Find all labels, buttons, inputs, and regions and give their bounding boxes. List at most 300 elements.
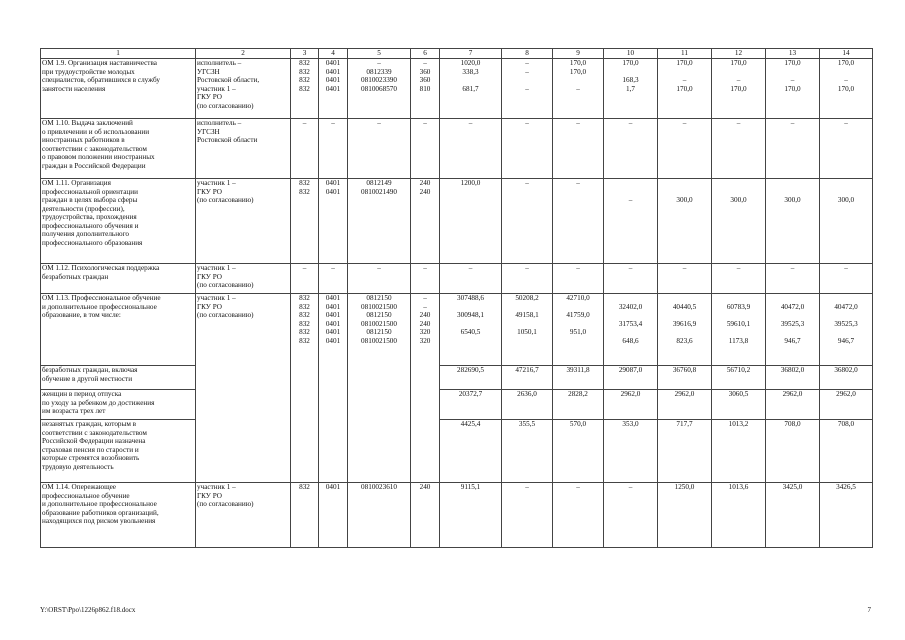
value-cell	[502, 420, 553, 483]
cell-line	[554, 303, 602, 312]
cell-line: 0401	[325, 294, 341, 302]
cell-line: 170,0	[622, 59, 639, 67]
cell-line	[713, 294, 764, 303]
value-cell	[553, 179, 604, 264]
value-cell	[766, 294, 820, 366]
cell-line	[605, 68, 656, 77]
value-cell	[766, 119, 820, 179]
cell-line: 0812339	[366, 67, 392, 76]
cell-line: 717,7	[676, 420, 693, 428]
cell-line: –	[736, 264, 741, 272]
cell-line	[713, 188, 764, 197]
cell-line: –	[576, 483, 580, 491]
cell-line: соответствии с законодательством	[42, 428, 147, 437]
executor-cell	[196, 119, 291, 179]
cell-line: –	[628, 483, 633, 491]
value-cell	[553, 59, 604, 119]
cell-line	[503, 337, 551, 346]
cell-line: и дополнительное профессиональное	[42, 302, 157, 311]
value-cell	[291, 294, 319, 483]
column-number-header: 7	[440, 49, 502, 59]
cell-line: исполнитель –	[197, 59, 242, 67]
cell-line: 355,5	[518, 420, 536, 428]
cell-line: 0401	[325, 76, 341, 84]
value-cell	[411, 483, 440, 548]
cell-line: деятельности (профессии),	[42, 204, 125, 213]
cell-line: 2962,0	[620, 390, 641, 398]
cell-line: –	[576, 119, 580, 127]
cell-line: –	[844, 76, 848, 84]
column-number-header: 12	[712, 49, 766, 59]
cell-line: ГКУ РО	[197, 491, 222, 500]
cell-line: 0401	[325, 483, 341, 491]
cell-line: 1173,8	[728, 336, 749, 345]
cell-line: 47216,7	[515, 366, 539, 374]
cell-line: 170,0	[730, 59, 747, 67]
cell-line	[659, 311, 710, 320]
cell-line: 170,0	[569, 59, 587, 67]
value-cell	[348, 59, 411, 119]
value-cell	[604, 294, 658, 366]
column-number-header: 3	[291, 49, 319, 59]
column-number-header: 2	[196, 49, 291, 59]
column-number-header: 9	[553, 49, 604, 59]
value-cell	[820, 366, 873, 390]
value-cell	[604, 59, 658, 119]
cell-line	[605, 179, 656, 188]
cell-line: –	[736, 76, 741, 84]
value-cell	[291, 483, 319, 548]
cell-line: 0401	[325, 311, 341, 319]
cell-line: ОМ 1.12. Психологическая поддержка	[42, 264, 160, 272]
cell-line: 570,0	[569, 420, 587, 428]
cell-line: 40440,5	[672, 302, 697, 311]
cell-line: –	[844, 119, 848, 127]
value-cell	[604, 483, 658, 548]
value-cell	[440, 483, 502, 548]
cell-line	[767, 311, 818, 320]
cell-line: 0812149	[366, 179, 392, 187]
cell-line: –	[576, 179, 580, 187]
cell-line: 832	[299, 67, 310, 76]
cell-line	[659, 68, 710, 77]
cell-line: –	[331, 119, 335, 127]
value-cell	[712, 294, 766, 366]
column-number-header: 13	[766, 49, 820, 59]
value-cell	[820, 179, 873, 264]
column-number-header: 11	[658, 49, 712, 59]
cell-line: безработных граждан	[42, 272, 109, 281]
measure-name-cell	[41, 390, 196, 420]
cell-line: УГСЗН	[197, 67, 220, 76]
cell-line	[767, 188, 818, 197]
cell-line: 300948,1	[457, 311, 484, 319]
cell-line: 0401	[325, 179, 341, 187]
cell-line: по уходу за ребенком до достижения	[42, 398, 155, 407]
value-cell	[712, 390, 766, 420]
value-cell	[502, 119, 553, 179]
cell-line: 708,0	[837, 420, 855, 428]
cell-line	[659, 294, 710, 303]
cell-line: 40472,0	[834, 302, 858, 311]
cell-line	[441, 303, 500, 312]
cell-line: –	[468, 119, 473, 127]
cell-line: 39525,3	[834, 319, 858, 328]
cell-line	[767, 68, 818, 77]
value-cell	[291, 179, 319, 264]
cell-line: 0810021500	[361, 336, 397, 345]
cell-line: 946,7	[784, 336, 801, 345]
cell-line: 49158,1	[515, 311, 539, 319]
cell-line: 31753,4	[618, 319, 643, 328]
value-cell	[658, 483, 712, 548]
cell-line: 832	[299, 336, 310, 345]
cell-line: 170,0	[730, 84, 747, 93]
cell-line	[659, 179, 710, 188]
value-cell	[553, 366, 604, 390]
value-cell	[604, 420, 658, 483]
cell-line: 168,3	[622, 76, 639, 84]
cell-line: 1200,0	[460, 179, 481, 187]
cell-line: 320	[419, 336, 431, 345]
cell-line: и дополнительное профессиональное	[42, 500, 157, 508]
cell-line: 832	[299, 59, 310, 67]
cell-line: –	[302, 264, 307, 272]
column-number-header: 8	[502, 49, 553, 59]
value-cell	[820, 294, 873, 366]
cell-line: –	[844, 264, 848, 272]
cell-line: граждан в целях выбора сферы	[42, 196, 138, 204]
cell-line: 39311,8	[566, 366, 590, 374]
cell-line: профессионального образования	[42, 238, 143, 247]
cell-line: образование, в том числе:	[42, 311, 121, 319]
cell-line: 0401	[325, 187, 341, 196]
cell-line: 300,0	[784, 196, 801, 204]
cell-line: 39525,3	[780, 319, 805, 328]
value-cell	[712, 483, 766, 548]
value-cell	[291, 264, 319, 294]
table-row	[41, 390, 873, 420]
cell-line: 648,6	[622, 336, 639, 345]
cell-line: 170,0	[784, 84, 801, 93]
table-row	[41, 119, 873, 179]
cell-line: 36802,0	[780, 366, 805, 374]
cell-line: 832	[299, 319, 310, 328]
measure-name-cell	[41, 483, 196, 548]
cell-line: 3060,5	[728, 390, 749, 398]
value-cell	[820, 390, 873, 420]
cell-line: 1,7	[626, 84, 635, 93]
cell-line: безработных граждан, включая	[42, 366, 138, 374]
cell-line: 0812150	[366, 311, 392, 319]
cell-line: 832	[299, 76, 310, 84]
table-row	[41, 59, 873, 119]
cell-line: занятости населения	[42, 84, 106, 93]
cell-line	[659, 188, 710, 197]
cell-line: 360	[419, 67, 431, 76]
table-row	[41, 264, 873, 294]
cell-line: 0810023390	[361, 76, 397, 84]
cell-line: участник 1 –	[197, 264, 236, 272]
value-cell	[440, 179, 502, 264]
cell-line	[554, 337, 602, 346]
value-cell	[502, 179, 553, 264]
cell-line: –	[377, 264, 381, 272]
cell-line: 32402,0	[618, 302, 643, 311]
cell-line: 0401	[325, 59, 341, 67]
value-cell	[766, 59, 820, 119]
value-cell	[411, 179, 440, 264]
page-number: 7	[867, 606, 871, 614]
cell-line: 20372,7	[458, 390, 483, 398]
cell-line: ГКУ РО	[197, 93, 222, 101]
cell-line: –	[423, 119, 427, 127]
executor-cell	[196, 264, 291, 294]
cell-line	[605, 311, 656, 320]
column-number-header: 14	[820, 49, 873, 59]
cell-line: –	[525, 59, 529, 67]
cell-line: 0401	[325, 84, 341, 93]
cell-line: получения дополнительного	[42, 230, 130, 238]
cell-line: 1020,0	[460, 59, 481, 67]
measure-name-cell	[41, 294, 196, 366]
value-cell	[766, 366, 820, 390]
cell-line	[713, 311, 764, 320]
column-number-header: 5	[348, 49, 411, 59]
value-cell	[319, 294, 348, 483]
value-cell	[440, 420, 502, 483]
cell-line: 0810068570	[361, 84, 397, 93]
value-cell	[440, 366, 502, 390]
value-cell	[766, 420, 820, 483]
value-cell	[348, 483, 411, 548]
cell-line	[441, 76, 500, 85]
value-cell	[502, 294, 553, 366]
cell-line: 832	[299, 483, 310, 491]
cell-line: –	[525, 84, 529, 93]
cell-line: –	[525, 67, 529, 76]
cell-line	[441, 320, 500, 329]
cell-line	[441, 337, 500, 346]
measure-name-cell	[41, 366, 196, 390]
cell-line: 36802,0	[834, 366, 858, 374]
column-number-header: 4	[319, 49, 348, 59]
value-cell	[411, 264, 440, 294]
value-cell	[820, 483, 873, 548]
cell-line: 29087,0	[618, 366, 643, 374]
cell-line: 1050,1	[517, 328, 537, 336]
cell-line: –	[423, 294, 427, 302]
cell-line: ГКУ РО	[197, 272, 222, 281]
cell-line: 240	[419, 483, 431, 491]
cell-line: 832	[299, 84, 310, 93]
value-cell	[820, 59, 873, 119]
cell-line: 300,0	[837, 196, 855, 204]
cell-line: 1250,0	[674, 483, 695, 491]
cell-line: –	[423, 59, 427, 67]
cell-line: УГСЗН	[197, 127, 220, 136]
cell-line: 832	[299, 294, 310, 302]
cell-line: 40472,0	[780, 302, 805, 311]
cell-line: –	[302, 119, 307, 127]
measure-name-cell	[41, 119, 196, 179]
table-header-row	[41, 49, 873, 59]
measure-name-cell	[41, 420, 196, 483]
value-cell	[319, 264, 348, 294]
cell-line: –	[525, 483, 529, 491]
value-cell	[712, 59, 766, 119]
cell-line: 170,0	[676, 59, 693, 67]
value-cell	[658, 366, 712, 390]
cell-line: образование работников организаций,	[42, 508, 159, 517]
cell-line	[605, 294, 656, 303]
executor-cell	[196, 294, 291, 483]
cell-line: –	[790, 76, 795, 84]
cell-line: –	[628, 196, 633, 204]
cell-line: 170,0	[784, 59, 801, 67]
cell-line: –	[377, 59, 381, 67]
cell-line: ГКУ РО	[197, 302, 222, 311]
cell-line	[821, 179, 871, 188]
value-cell	[658, 59, 712, 119]
cell-line: (по согласованию)	[197, 281, 254, 289]
cell-line: 170,0	[837, 84, 855, 93]
value-cell	[411, 294, 440, 483]
value-cell	[820, 119, 873, 179]
value-cell	[712, 420, 766, 483]
cell-line: 360	[419, 76, 431, 84]
cell-line	[713, 68, 764, 77]
cell-line: обучение в другой местности	[42, 374, 133, 383]
value-cell	[766, 483, 820, 548]
cell-line: 307488,6	[457, 294, 484, 302]
cell-line: –	[576, 264, 580, 272]
value-cell	[604, 366, 658, 390]
cell-line	[821, 188, 871, 197]
cell-line: 170,0	[676, 84, 693, 93]
column-number-header: 10	[604, 49, 658, 59]
cell-line: –	[790, 119, 795, 127]
cell-line	[659, 328, 710, 337]
cell-line	[605, 188, 656, 197]
cell-line: ОМ 1.13. Профессиональное обучение	[42, 294, 161, 302]
value-cell	[291, 59, 319, 119]
value-cell	[712, 366, 766, 390]
value-cell	[348, 264, 411, 294]
cell-line	[713, 328, 764, 337]
cell-line: трудоустройства, прохождения	[42, 213, 137, 221]
cell-line: 0401	[325, 328, 341, 336]
cell-line: –	[628, 264, 633, 272]
cell-line: –	[628, 119, 633, 127]
value-cell	[604, 390, 658, 420]
cell-line: 39616,9	[672, 319, 697, 328]
measure-name-cell	[41, 264, 196, 294]
cell-line: –	[736, 119, 741, 127]
cell-line: 951,0	[569, 328, 587, 336]
value-cell	[348, 179, 411, 264]
cell-line: участник 1 –	[197, 483, 236, 491]
cell-line	[821, 311, 871, 320]
cell-line: 832	[299, 311, 310, 319]
value-cell	[658, 390, 712, 420]
value-cell	[440, 264, 502, 294]
executor-cell	[196, 483, 291, 548]
cell-line: 170,0	[569, 67, 587, 76]
cell-line: иностранных работников в	[42, 136, 125, 144]
cell-line: 681,7	[462, 84, 479, 93]
value-cell	[348, 294, 411, 483]
cell-line: 946,7	[837, 336, 855, 345]
cell-line: 0810021490	[361, 187, 397, 196]
cell-line: 0812150	[366, 328, 392, 336]
cell-line: –	[790, 264, 795, 272]
cell-line: трудовую деятельность	[42, 462, 114, 471]
cell-line: 2962,0	[782, 390, 803, 398]
cell-line: 832	[299, 302, 310, 311]
value-cell	[502, 366, 553, 390]
cell-line: страховая пенсия по старости и	[42, 445, 139, 454]
measure-name-cell	[41, 59, 196, 119]
cell-line: –	[576, 84, 580, 93]
value-cell	[502, 390, 553, 420]
cell-line: незанятых граждан, которым в	[42, 420, 137, 428]
cell-line: 240	[419, 179, 431, 187]
value-cell	[319, 119, 348, 179]
cell-line	[767, 294, 818, 303]
cell-line: исполнитель –	[197, 119, 242, 127]
cell-line: 832	[299, 328, 310, 336]
value-cell	[553, 483, 604, 548]
measure-name-cell	[41, 179, 196, 264]
cell-line: 2962,0	[674, 390, 695, 398]
executor-cell	[196, 59, 291, 119]
value-cell	[319, 483, 348, 548]
cell-line: 300,0	[730, 196, 747, 204]
cell-line: 0401	[325, 336, 341, 345]
cell-line: 240	[419, 319, 431, 328]
table-row	[41, 366, 873, 390]
value-cell	[766, 390, 820, 420]
cell-line: –	[423, 302, 427, 311]
value-cell	[411, 119, 440, 179]
cell-line: 2828,2	[568, 390, 588, 398]
column-number-header: 1	[41, 49, 196, 59]
cell-line: профессионального обучения и	[42, 221, 139, 230]
cell-line: участник 1 –	[197, 84, 236, 93]
cell-line	[767, 179, 818, 188]
cell-line: –	[525, 179, 529, 187]
cell-line	[605, 328, 656, 337]
cell-line: 41759,0	[566, 311, 590, 319]
value-cell	[440, 294, 502, 366]
table-row	[41, 179, 873, 264]
cell-line	[554, 320, 602, 329]
cell-line: ОМ 1.11. Организация	[42, 179, 111, 187]
cell-line: о привлечении и об использовании	[42, 127, 150, 136]
cell-line: 42710,0	[566, 294, 590, 302]
cell-line: (по согласованию)	[197, 311, 254, 319]
value-cell	[553, 119, 604, 179]
value-cell	[553, 264, 604, 294]
value-cell	[658, 420, 712, 483]
cell-line: Российской Федерации назначена	[42, 437, 146, 445]
value-cell	[291, 119, 319, 179]
value-cell	[348, 119, 411, 179]
cell-line: 4425,4	[460, 420, 481, 428]
value-cell	[658, 119, 712, 179]
cell-line	[767, 328, 818, 337]
